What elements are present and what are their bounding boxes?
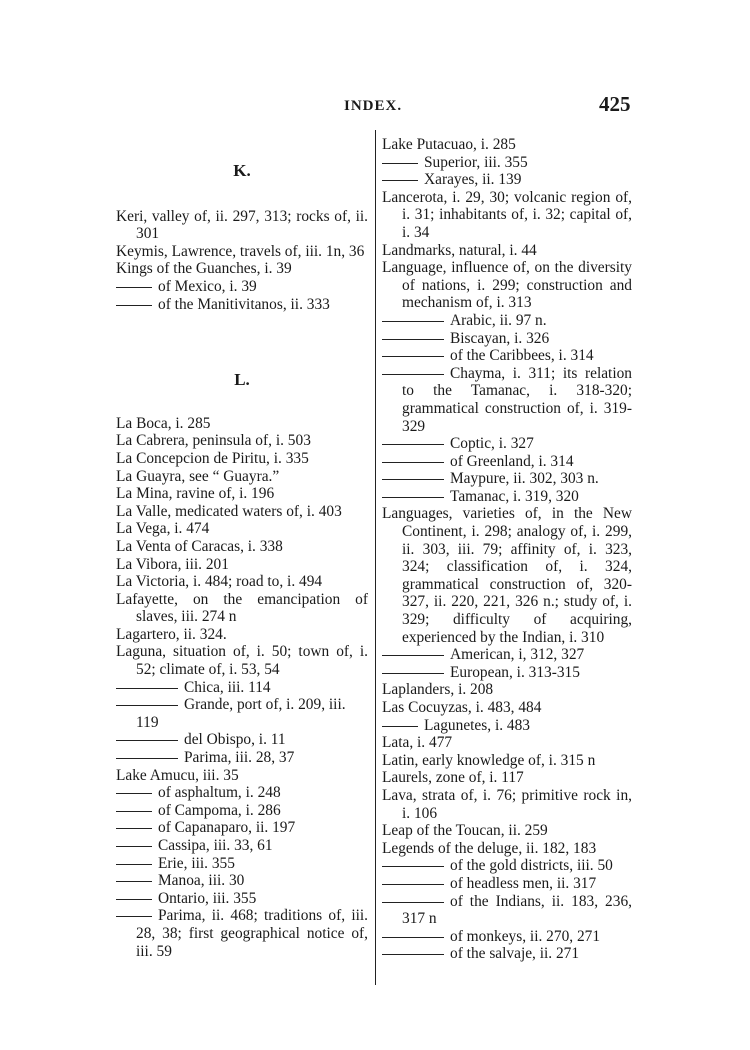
index-subentry: Chica, iii. 114 [116, 679, 368, 697]
ditto-dash [382, 321, 444, 322]
index-subentry: European, i. 313-315 [382, 664, 632, 682]
ditto-dash [382, 356, 444, 357]
index-subentry: Parima, iii. 28, 37 [116, 749, 368, 767]
ditto-dash [116, 705, 178, 706]
index-subentry: of the salvaje, ii. 271 [382, 945, 632, 963]
index-entry: La Concepcion de Piritu, i. 335 [116, 449, 309, 467]
index-subentry: Tamanac, i. 319, 320 [382, 488, 632, 506]
index-entry: Kings of the Guanches, i. 39 [116, 260, 292, 278]
index-entry: Lava, strata of, i. 76; primitive rock in, i. 106 [382, 786, 632, 822]
index-entry: Leap of the Toucan, ii. 259 [382, 822, 548, 840]
index-subentry: of headless men, ii. 317 [382, 875, 632, 893]
index-entry: Legends of the deluge, ii. 182, 183 [382, 839, 597, 857]
index-subentry: of the Manitivitanos, ii. 333 [116, 296, 368, 314]
index-subentry: Parima, ii. 468; traditions of, iii. 28, 38; first geographical notice of, iii. 59 [116, 907, 368, 960]
ditto-dash [116, 688, 178, 689]
right-column [382, 136, 632, 963]
ditto-dash [116, 305, 152, 306]
index-subentry: of Capanaparo, ii. 197 [116, 819, 368, 837]
index-subentry: Coptic, i. 327 [382, 435, 632, 453]
index-subentry: Erie, iii. 355 [116, 855, 368, 873]
index-entry: Laplanders, i. 208 [382, 681, 494, 699]
section-heading-l: L. [234, 370, 250, 390]
index-entry: La Mina, ravine of, i. 196 [116, 485, 275, 503]
section-heading-k: K. [233, 161, 251, 180]
ditto-dash [382, 497, 444, 498]
ditto-dash [116, 811, 152, 812]
index-entry: La Boca, i. 285 [116, 414, 211, 432]
index-subentry: del Obispo, i. 11 [116, 731, 368, 749]
ditto-dash [116, 793, 152, 794]
ditto-dash [382, 937, 444, 938]
index-subentry: of Greenland, i. 314 [382, 453, 632, 471]
ditto-dash [382, 673, 444, 674]
index-subentry: Cassipa, iii. 33, 61 [116, 837, 368, 855]
index-subentry: of the gold districts, iii. 50 [382, 857, 632, 875]
ditto-dash [382, 954, 444, 955]
index-subentry: of monkeys, ii. 270, 271 [382, 928, 632, 946]
ditto-dash [382, 444, 444, 445]
ditto-dash [382, 462, 444, 463]
ditto-dash [116, 846, 152, 847]
index-entry: La Victoria, i. 484; road to, i. 494 [116, 573, 323, 591]
index-entry: Laurels, zone of, i. 117 [382, 769, 524, 787]
index-subentry: American, i, 312, 327 [382, 646, 632, 664]
ditto-dash [382, 374, 444, 375]
index-subentry: Arabic, ii. 97 n. [382, 312, 632, 330]
ditto-dash [116, 828, 152, 829]
index-entry: Keymis, Lawrence, travels of, iii. 1n, 36 [116, 242, 365, 260]
ditto-dash [116, 758, 178, 759]
ditto-dash [382, 866, 444, 867]
ditto-dash [382, 339, 444, 340]
index-subentry: Maypure, ii. 302, 303 n. [382, 470, 632, 488]
index-subentry: Superior, iii. 355 [382, 154, 632, 172]
index-entry: Language, influence of, on the diversity of nations, i. 299; construction and mechanism of, i. 313 [382, 259, 632, 312]
index-entry: Landmarks, natural, i. 44 [382, 241, 537, 259]
index-subentry: of Mexico, i. 39 [116, 278, 368, 296]
index-entry: Lagartero, ii. 324. [116, 625, 227, 643]
index-entry: Las Cocuyzas, i. 483, 484 [382, 699, 542, 716]
ditto-dash [382, 655, 444, 656]
index-entry: Keri, valley of, ii. 297, 313; rocks of, ii. 301 [116, 207, 368, 243]
index-subentry: Biscayan, i. 326 [382, 330, 632, 348]
ditto-dash [116, 916, 152, 917]
ditto-dash [116, 740, 178, 741]
ditto-dash [116, 881, 152, 882]
index-entry: La Vibora, iii. 201 [116, 555, 229, 573]
column-divider [375, 130, 376, 985]
index-entry: Lake Amucu, iii. 35 [116, 766, 239, 784]
index-subentry: Lagunetes, i. 483 [382, 717, 632, 735]
index-entry: Lata, i. 477 [382, 734, 453, 752]
ditto-dash [382, 180, 418, 181]
ditto-dash [116, 864, 152, 865]
page-number: 425 [599, 92, 631, 116]
index-subentry: Manoa, iii. 30 [116, 872, 368, 890]
index-entry: La Venta of Caracas, i. 338 [116, 537, 283, 555]
ditto-dash [382, 163, 418, 164]
index-subentry: of the Caribbees, i. 314 [382, 347, 632, 365]
index-entry: La Guayra, see “ Guayra.” [116, 467, 280, 485]
index-entry: Latin, early knowledge of, i. 315 n [382, 751, 596, 769]
index-subentry: Grande, port of, i. 209, iii. 119 [116, 696, 368, 731]
left-column [116, 136, 368, 960]
index-entry: Laguna, situation of, i. 50; town of, i. 52; climate of, i. 53, 54 [116, 643, 368, 679]
index-entry: Lafayette, on the emancipation of slaves, iii. 274 n [116, 590, 368, 626]
ditto-dash [382, 479, 444, 480]
index-subentry: Xarayes, ii. 139 [382, 171, 632, 189]
ditto-dash [116, 287, 152, 288]
index-entry: Lancerota, i. 29, 30; volcanic region of, i. 31; inhabitants of, i. 32; capital of, i. 34 [382, 188, 632, 241]
ditto-dash [382, 726, 418, 727]
running-head: INDEX. [344, 98, 403, 114]
index-entry: La Vega, i. 474 [116, 520, 210, 538]
ditto-dash [116, 899, 152, 900]
ditto-dash [382, 884, 444, 885]
ditto-dash [382, 902, 444, 903]
index-subentry: Ontario, iii. 355 [116, 890, 368, 908]
index-entry: La Valle, medicated waters of, i. 403 [116, 502, 342, 520]
index-subentry: Chayma, i. 311; its relation to the Tamanac, i. 318-320; grammatical construction of, i. 319-329 [382, 365, 632, 435]
index-subentry: of the Indians, ii. 183, 236, 317 n [382, 893, 632, 928]
index-subentry: of asphaltum, i. 248 [116, 784, 368, 802]
index-entry: Languages, varieties of, in the New Continent, i. 298; analogy of, i. 299, ii. 303, iii. 79; affinity of, i. 323, 324; classification of, i. 324, grammatical construction of, 320-327, ii. 220, 221, 326 n.; study of, i. 329; difficulty of acquiring, experienced by the Indian, i. 310 [382, 505, 632, 646]
index-entry: Lake Putacuao, i. 285 [382, 136, 516, 153]
index-subentry: of Campoma, i. 286 [116, 802, 368, 820]
index-entry: La Cabrera, peninsula of, i. 503 [116, 432, 311, 450]
